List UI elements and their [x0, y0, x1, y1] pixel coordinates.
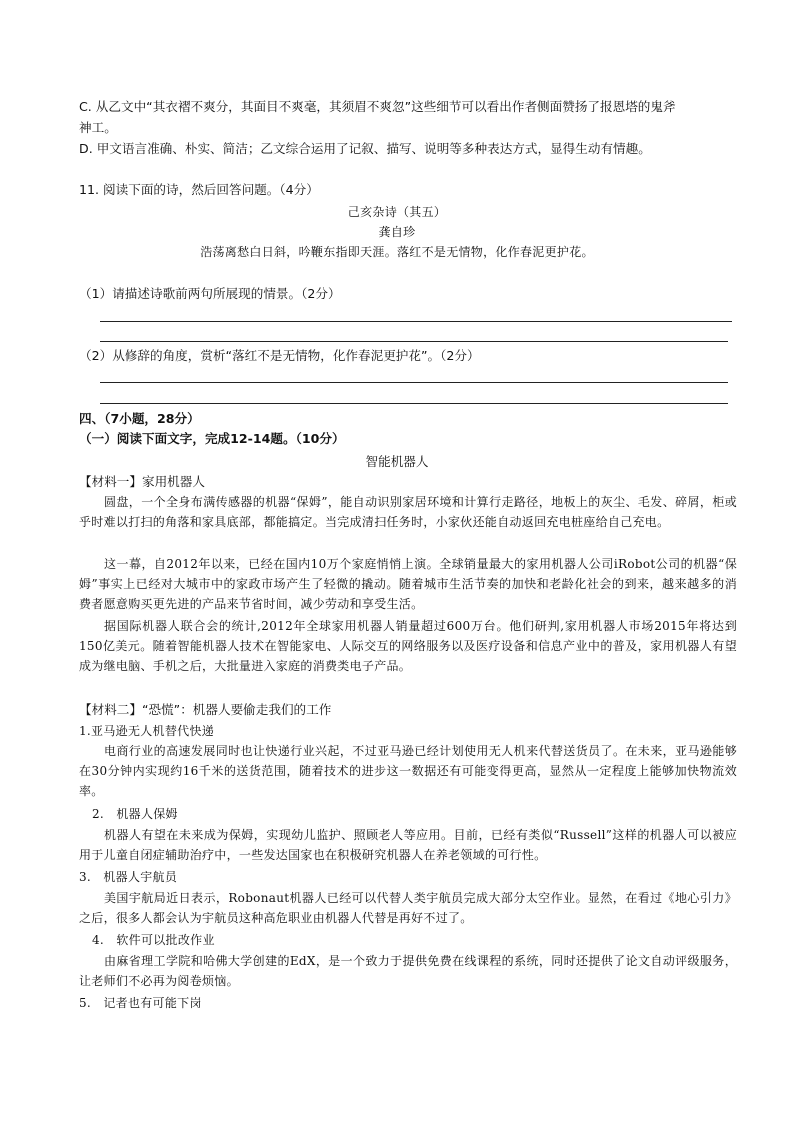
answer-line[interactable] [100, 403, 728, 404]
item-3-title: 3. 机器人宇航员 [79, 870, 178, 884]
item-5-title: 5. 记者也有可能下岗 [79, 996, 202, 1010]
section-4-header: 四、（7小题，28分） [79, 411, 200, 426]
poem-text: 浩荡离愁白日斜，吟鞭东指即天涯。落红不是无情物，化作春泥更护花。 [200, 245, 594, 259]
option-d: D. 甲文语言准确、朴实、简洁；乙文综合运用了记叙、描写、说明等多种表达方式，显得生动有情趣。 [79, 141, 651, 156]
item-2-text: 机器人有望在未来成为保姆，实现幼儿监护、照顾老人等应用。目前，已经有类似“Russell”这样的机器人可以被应用于儿童自闭症辅助治疗中，一些发达国家也在积极研究机器人在养老领域的可行性。 [79, 828, 737, 862]
answer-line[interactable] [100, 321, 732, 322]
item-2-title: 2. 机器人保姆 [92, 807, 178, 821]
article-title: 智能机器人 [365, 454, 429, 469]
material-1-heading: 【材料一】家用机器人 [79, 474, 205, 489]
poem-author: 龚自珍 [378, 225, 416, 239]
option-c-line2: 神工。 [79, 120, 117, 135]
answer-line[interactable] [100, 341, 728, 342]
poem-title: 己亥杂诗（其五） [347, 205, 447, 219]
item-1-text: 电商行业的高速发展同时也让快递行业兴起，不过亚马逊已经计划使用无人机来代替送货员了。在未来，亚马逊能够在30分钟内实现约16千米的送货范围，随着技术的进步这一数据还有可能变得更高，显然从一定程度上能够加快物流效率。 [79, 744, 737, 798]
part-1-instruction: （一）阅读下面文字，完成12-14题。（10分） [79, 431, 345, 446]
question-11-sub1: （1）请描述诗歌前两句所展现的情景。（2分） [79, 286, 341, 301]
item-3-text: 美国宇航局近日表示，Robonaut机器人已经可以代替人类宇航员完成大部分太空作业。显然，在看过《地心引力》之后，很多人都会认为宇航员这种高危职业由机器人代替是再好不过了。 [79, 891, 737, 925]
item-1-title: 1.亚马逊无人机替代快递 [79, 724, 215, 738]
material-1-para-3: 据国际机器人联合会的统计,2012年全球家用机器人销量超过600万台。他们研判,家用机器人市场2015年将达到150亿美元。随着智能机器人技术在智能家电、人际交互的网络服务以及医疗设备和信息产业中的普及，家用机器人有望成为继电脑、手机之后，大批量进入家庭的消费类电子产品。 [79, 619, 737, 673]
item-4-text: 由麻省理工学院和哈佛大学创建的EdX，是一个致力于提供免费在线课程的系统，同时还提供了论文自动评级服务，让老师们不必再为阅卷烦恼。 [79, 954, 737, 988]
question-11-prompt: 11. 阅读下面的诗，然后回答问题。（4分） [79, 182, 319, 197]
question-11-sub2: （2）从修辞的角度，赏析“落红不是无情物，化作春泥更护花”。（2分） [79, 348, 480, 363]
material-1-para-1: 圆盘，一个全身布满传感器的机器“保姆”，能自动识别家居环境和计算行走路径，地板上的灰尘、毛发、碎屑，柜或乎时难以打扫的角落和家具底部，都能搞定。当完成清扫任务时，小家伙还能自动返回充电桩座给自己充电。 [79, 495, 737, 529]
item-4-title: 4. 软件可以批改作业 [92, 933, 215, 947]
option-c-line1: C. 从乙文中“其衣褶不爽分，其面目不爽毫，其须眉不爽忽”这些细节可以看出作者侧面赞扬了报恩塔的鬼斧 [79, 99, 676, 114]
answer-line[interactable] [100, 382, 728, 383]
material-1-para-2: 这一幕，自2012年以来，已经在国内10万个家庭悄悄上演。全球销量最大的家用机器人公司iRobot公司的机器“保姆”事实上已经对大城市中的家政市场产生了轻微的撬动。随着城市生活节奏的加快和老龄化社会的到来，越来越多的消费者愿意购买更先进的产品来节省时间，减少劳动和享受生活。 [79, 557, 737, 611]
material-2-heading: 【材料二】“恐慌”：机器人要偷走我们的工作 [79, 702, 332, 717]
